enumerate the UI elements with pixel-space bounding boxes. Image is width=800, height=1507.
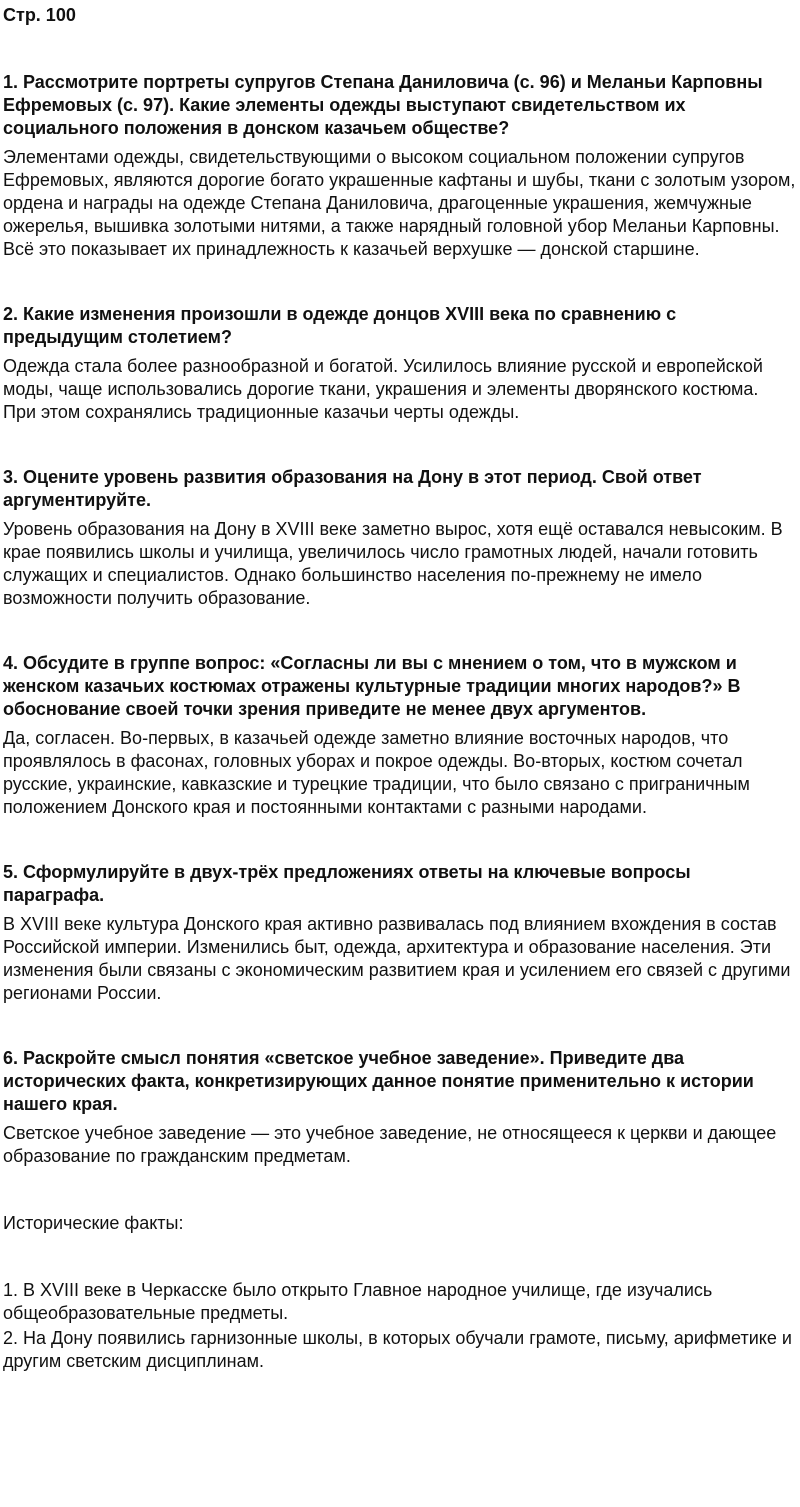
answer-4: Да, согласен. Во-первых, в казачьей одежде заметно влияние восточных народов, что проявлялось в фасонах, головных уборах и покрое одежды. Во-вторых, костюм сочетал русские, украинские, кавказские и турецкие традиции, что было связано с приграничным положением Донского края и постоянными контактами с разными народами. — [3, 728, 750, 817]
qa-item-4 — [3, 652, 796, 819]
page-label: Стр. 100 — [3, 5, 76, 25]
fact-2: 2. На Дону появились гарнизонные школы, в которых обучали грамоте, письму, арифметике и другим светским дисциплинам. — [3, 1328, 792, 1371]
fact-1: 1. В XVIII веке в Черкасске было открыто Главное народное училище, где изучались общеобразовательные предметы. — [3, 1280, 713, 1323]
qa-item-6 — [3, 1047, 796, 1168]
qa-item-1 — [3, 71, 796, 261]
answer-2: Одежда стала более разнообразной и богатой. Усилилось влияние русской и европейской моды, чаще использовались дорогие ткани, украшения и элементы дворянского костюма. При этом сохранялись традиционные казачьи черты одежды. — [3, 356, 763, 422]
question-6: 6. Раскройте смысл понятия «светское учебное заведение». Приведите два исторических факта, конкретизирующих данное понятие применительно к истории нашего края. — [3, 1048, 754, 1114]
qa-item-5 — [3, 861, 796, 1005]
question-5: 5. Сформулируйте в двух-трёх предложениях ответы на ключевые вопросы параграфа. — [3, 862, 691, 905]
facts-heading: Исторические факты: — [3, 1213, 184, 1233]
qa-item-2 — [3, 303, 796, 424]
answer-6: Светское учебное заведение — это учебное заведение, не относящееся к церкви и дающее образование по гражданским предметам. — [3, 1123, 777, 1166]
question-4: 4. Обсудите в группе вопрос: «Согласны ли вы с мнением о том, что в мужском и женском казачьих костюмах отражены культурные традиции многих народов?» В обоснование своей точки зрения приведите не менее двух аргументов. — [3, 653, 741, 719]
answer-5: В XVIII веке культура Донского края активно развивалась под влиянием вхождения в состав Российской империи. Изменились быт, одежда, архитектура и образование населения. Эти изменения были связаны с экономическим развитием края и усилением его связей с другими регионами России. — [3, 914, 791, 1003]
qa-item-3 — [3, 466, 796, 610]
question-2: 2. Какие изменения произошли в одежде донцов XVIII века по сравнению с предыдущим столетием? — [3, 304, 677, 347]
question-1: 1. Рассмотрите портреты супругов Степана Даниловича (с. 96) и Меланьи Карповны Ефремовых (с. 97). Какие элементы одежды выступают свидетельством их социального положения в донском казачьем обществе? — [3, 72, 763, 138]
question-3: 3. Оцените уровень развития образования на Дону в этот период. Свой ответ аргументируйте. — [3, 467, 702, 510]
answer-1: Элементами одежды, свидетельствующими о высоком социальном положении супругов Ефремовых, являются дорогие богато украшенные кафтаны и шубы, ткани с золотым узором, ордена и награды на одежде Степана Даниловича, драгоценные украшения, жемчужные ожерелья, вышивка золотыми нитями, а также нарядный головной убор Меланьи Карповны. Всё это показывает их принадлежность к казачьей верхушке — донской старшине. — [3, 147, 796, 259]
answer-3: Уровень образования на Дону в XVIII веке заметно вырос, хотя ещё оставался невысоким. В крае появились школы и училища, увеличилось число грамотных людей, начали готовить служащих и специалистов. Однако большинство населения по-прежнему не имело возможности получить образование. — [3, 519, 783, 608]
